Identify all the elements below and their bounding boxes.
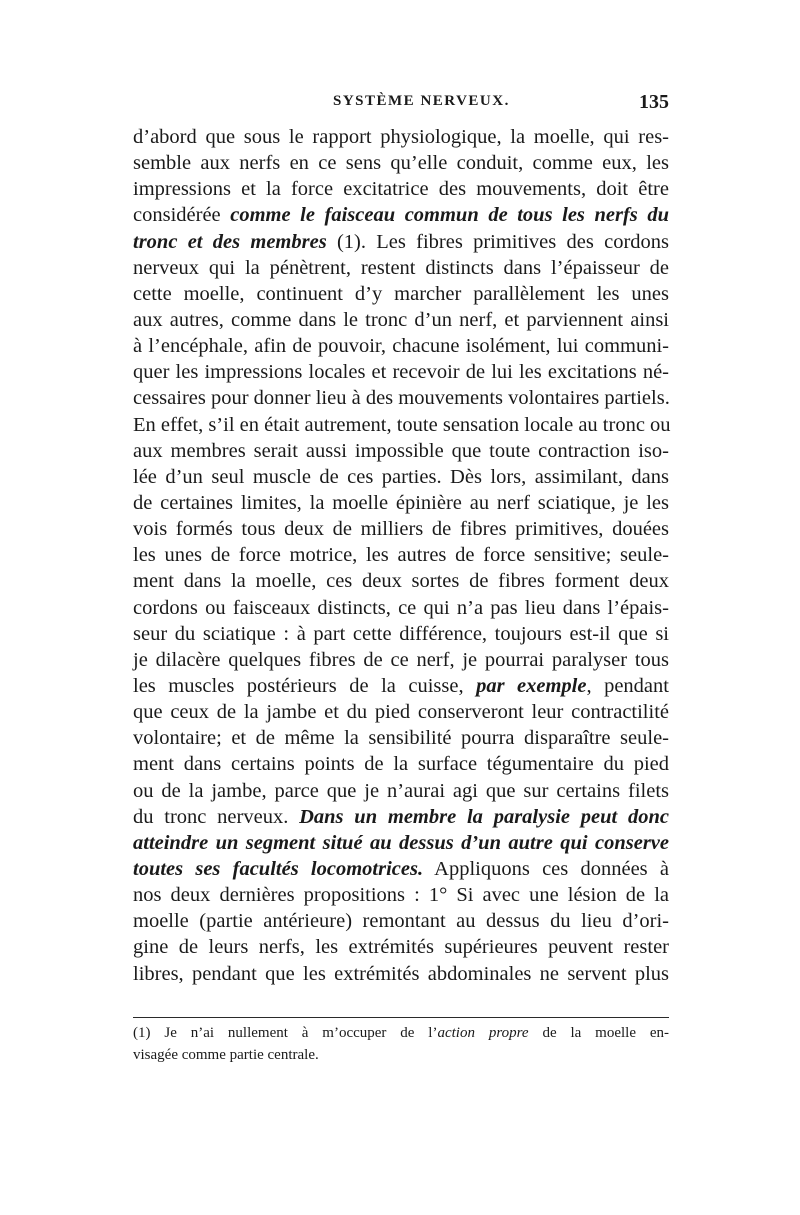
text-line bbox=[133, 725, 669, 751]
text-line bbox=[133, 673, 669, 699]
text-run: , pendant bbox=[586, 674, 669, 697]
text-run: de certaines limites, la moelle épinière au nerf sciatique, je les bbox=[133, 491, 669, 514]
page-number: 135 bbox=[639, 91, 669, 113]
running-header bbox=[133, 93, 669, 117]
text-line bbox=[133, 856, 669, 882]
text-line bbox=[133, 778, 669, 804]
text-line bbox=[133, 412, 669, 438]
text-line bbox=[133, 542, 669, 568]
text-run: les unes de force motrice, les autres de force sensitive; seule- bbox=[133, 544, 669, 567]
footnote-line bbox=[133, 1044, 669, 1066]
text-line bbox=[133, 150, 669, 176]
footnotes bbox=[133, 1022, 669, 1066]
text-run: visagée comme partie centrale. bbox=[133, 1047, 319, 1063]
body-text bbox=[133, 124, 669, 987]
text-line bbox=[133, 255, 669, 281]
italic-text: tronc et des membres bbox=[133, 230, 327, 253]
text-run: ou de la jambe, parce que je n’aurai agi que sur certains filets bbox=[133, 779, 669, 802]
text-run: cordons ou faisceaux distincts, ce qui n’a pas lieu dans l’épais- bbox=[133, 596, 669, 619]
text-line bbox=[133, 934, 669, 960]
text-line bbox=[133, 699, 669, 725]
text-line bbox=[133, 647, 669, 673]
text-run: ment dans la moelle, ces deux sortes de fibres forment deux bbox=[133, 570, 669, 593]
text-run: (1) Je n’ai nullement à m’occuper de l’ bbox=[133, 1025, 438, 1041]
text-line bbox=[133, 464, 669, 490]
text-run: impressions et la force excitatrice des mouvements, doit être bbox=[133, 178, 669, 201]
text-line bbox=[133, 751, 669, 777]
text-line bbox=[133, 385, 669, 411]
text-line bbox=[133, 490, 669, 516]
text-run: lée d’un seul muscle de ces parties. Dès lors, assimilant, dans bbox=[133, 465, 669, 488]
text-line bbox=[133, 621, 669, 647]
text-run: je dilacère quelques fibres de ce nerf, je pourrai paralyser tous bbox=[133, 648, 669, 671]
italic-text: toutes ses facultés locomotrices. bbox=[133, 857, 424, 880]
text-run: quer les impressions locales et recevoir de lui les excitations né- bbox=[133, 361, 669, 384]
footnote-divider bbox=[133, 1017, 669, 1018]
text-run: ment dans certains points de la surface tégumentaire du pied bbox=[133, 753, 669, 776]
text-run: vois formés tous deux de milliers de fibres primitives, douées bbox=[133, 518, 669, 541]
text-line bbox=[133, 568, 669, 594]
running-title: SYSTÈME NERVEUX. bbox=[333, 93, 510, 109]
text-run: du tronc nerveux. bbox=[133, 805, 300, 828]
text-line bbox=[133, 438, 669, 464]
text-run: volontaire; et de même la sensibilité pourra disparaître seule- bbox=[133, 727, 669, 750]
text-run: que ceux de la jambe et du pied conserveront leur contractilité bbox=[133, 701, 669, 724]
text-run: d’abord que sous le rapport physiologique, la moelle, qui res- bbox=[133, 126, 669, 148]
text-line bbox=[133, 333, 669, 359]
italic-text: action propre bbox=[437, 1025, 529, 1041]
text-line bbox=[133, 516, 669, 542]
text-run: libres, pendant que les extrémités abdominales ne servent plus bbox=[133, 962, 669, 985]
text-run: cette moelle, continuent d’y marcher parallèlement les unes bbox=[133, 282, 669, 305]
text-line bbox=[133, 830, 669, 856]
italic-text: par exemple bbox=[476, 674, 587, 697]
text-run: (1). Les fibres primitives des cordons bbox=[326, 230, 669, 253]
text-line bbox=[133, 908, 669, 934]
text-line bbox=[133, 359, 669, 385]
footnote-line bbox=[133, 1022, 669, 1044]
text-run: nerveux qui la pénètrent, restent distincts dans l’épaisseur de bbox=[133, 256, 669, 279]
text-line bbox=[133, 595, 669, 621]
text-run: de la moelle en- bbox=[528, 1025, 670, 1041]
text-line bbox=[133, 202, 669, 228]
text-line bbox=[133, 882, 669, 908]
text-run: aux membres serait aussi impossible que toute contraction iso- bbox=[133, 439, 669, 462]
italic-text: atteindre un segment situé au dessus d’un autre qui conserve bbox=[133, 831, 669, 854]
text-run: nos deux dernières propositions : 1° Si avec une lésion de la bbox=[133, 884, 669, 907]
text-run: gine de leurs nerfs, les extrémités supérieures peuvent rester bbox=[133, 936, 669, 959]
text-run: moelle (partie antérieure) remontant au dessus du lieu d’ori- bbox=[133, 910, 669, 933]
text-line bbox=[133, 229, 669, 255]
text-run: Appliquons ces données à bbox=[423, 857, 669, 880]
text-run: cessaires pour donner lieu à des mouvements volontaires partiels. bbox=[133, 387, 670, 410]
text-line bbox=[133, 124, 669, 150]
text-run: considérée bbox=[133, 204, 231, 227]
text-line bbox=[133, 176, 669, 202]
italic-text: Dans un membre la paralysie peut donc bbox=[299, 805, 669, 828]
text-run: les muscles postérieurs de la cuisse, bbox=[133, 674, 477, 697]
text-run: à l’encéphale, afin de pouvoir, chacune isolément, lui communi- bbox=[133, 335, 669, 358]
italic-text: comme le faisceau commun de tous les nerfs du bbox=[230, 204, 669, 227]
text-line bbox=[133, 961, 669, 987]
text-run: En effet, s’il en était autrement, toute sensation locale au tronc ou bbox=[133, 413, 671, 436]
text-run: semble aux nerfs en ce sens qu’elle conduit, comme eux, les bbox=[133, 152, 669, 175]
text-run: aux autres, comme dans le tronc d’un nerf, et parviennent ainsi bbox=[133, 308, 669, 331]
text-run: seur du sciatique : à part cette différence, toujours est-il que si bbox=[133, 622, 669, 645]
text-line bbox=[133, 804, 669, 830]
text-line bbox=[133, 281, 669, 307]
text-line bbox=[133, 307, 669, 333]
